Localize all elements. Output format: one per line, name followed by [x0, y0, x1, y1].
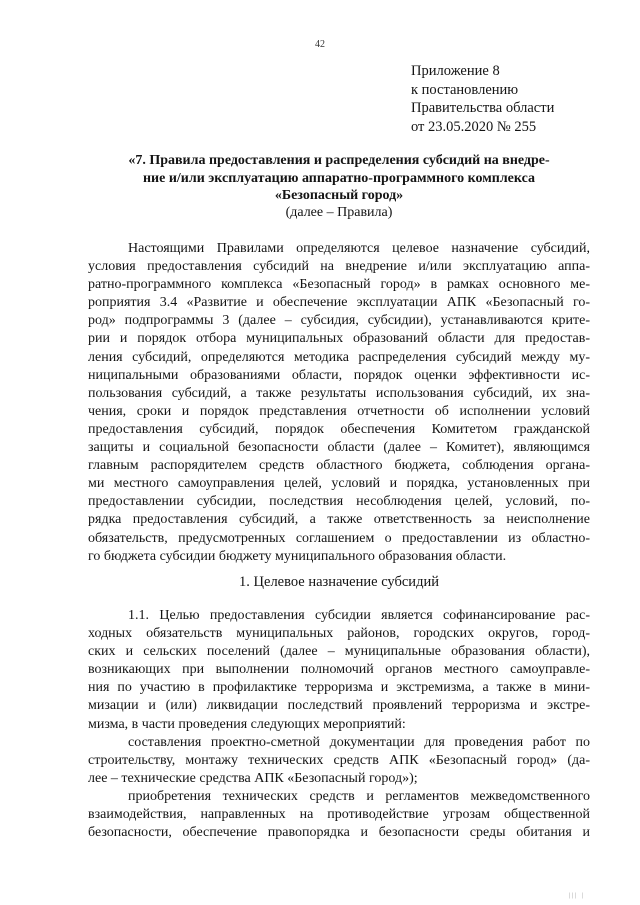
document-title [104, 152, 574, 205]
section-heading: 1. Целевое назначение субсидий [239, 574, 439, 590]
text-line: предоставлении субсидии, последствия несоблюдения целей, условий, по- [88, 494, 590, 510]
text-line: условия предоставления субсидий на внедрение и/или эксплуатацию аппа- [88, 259, 590, 275]
appendix-line: Приложение 8 [411, 63, 500, 79]
text-line: рядка предоставления субсидий, а также ответственность за неисполнение [88, 512, 590, 528]
text-line: ских и сельских поселений (далее – муниципальные образования области), [88, 644, 590, 660]
text-line: составления проектно-сметной документации для проведения работ по [128, 734, 590, 750]
text-line: род» подпрограммы 3 (далее – субсидия, субсидии), устанавливаются крите- [88, 313, 590, 329]
appendix-line: к постановлению [411, 81, 519, 98]
text-line: обязательств, предусмотренных соглашением о предоставлении из областно- [88, 530, 590, 546]
text-line: чения, сроки и порядок представления отчетности об исполнении условий [88, 403, 590, 419]
appendix-line: от 23.05.2020 № 255 [411, 118, 537, 135]
text-line: мизации и (или) ликвидации последствий проявлений терроризма и экстре- [88, 698, 590, 714]
text-line: безопасности, обеспечение правопорядка и безопасности среды обитания и [88, 825, 590, 841]
text-line: ниципальными образованиями области, порядок оценки эффективности ис- [88, 367, 590, 383]
text-line: ния по участию в профилактике терроризма и экстремизма, а также в мини- [88, 680, 590, 696]
text-line: защиты и социальной безопасности области (далее – Комитет), являющимся [88, 440, 590, 456]
appendix-reference [411, 62, 621, 136]
intro-paragraph [88, 240, 590, 566]
text-line: взаимодействия, направленных на противодействие угрозам общественной [88, 807, 590, 823]
section-1-text [88, 607, 590, 842]
scan-artifact: ||| | [568, 893, 585, 899]
text-line: возникающих при выполнении полномочий органов местного самоуправле- [88, 662, 590, 678]
text-line: Настоящими Правилами определяются целевое назначение субсидий, [128, 241, 590, 256]
text-line: строительству, монтажу технических средств АПК «Безопасный город» (да- [88, 752, 590, 768]
appendix-line: Правительства области [411, 100, 555, 116]
text-line: лее – технические средства АПК «Безопасный город»); [88, 770, 418, 786]
text-line: приобретения технических средств и регламентов межведомственного [128, 788, 590, 804]
title-line: «Безопасный город» [274, 188, 404, 203]
document-subtitle: (далее – Правила) [285, 205, 393, 220]
text-line: рии и порядок отбора муниципальных образований области для предостав- [88, 331, 590, 347]
text-line: роприятия 3.4 «Развитие и обеспечение эксплуатации АПК «Безопасный го- [88, 295, 590, 311]
title-line: «7. Правила предоставления и распределения субсидий на внедре- [128, 153, 550, 168]
text-line: пользования субсидий, а также результаты использования субсидий, их зна- [88, 385, 590, 401]
text-line: предоставления субсидий, порядок обеспечения Комитетом гражданской [88, 421, 590, 437]
text-line: ратно-программного комплекса «Безопасный город» в рамках основного ме- [88, 277, 590, 293]
text-line: го бюджета субсидии бюджету муниципального образования области. [88, 548, 507, 564]
text-line: ления субсидий, определяются методика распределения субсидий между му- [88, 349, 590, 365]
text-line: главным распорядителем средств областного бюджета, соблюдения органа- [88, 458, 590, 474]
text-line: ходных обязательств муниципальных районов, городских округов, город- [88, 626, 590, 642]
text-line: 1.1. Целью предоставления субсидии является софинансирование рас- [128, 608, 590, 623]
text-line: мизма, в части проведения следующих мероприятий: [88, 716, 406, 732]
text-line: ми местного самоуправления целей, условий и порядка, установленных при [88, 476, 590, 492]
page-number: 42 [315, 39, 325, 50]
title-line: ние и/или эксплуатацию аппаратно-программного комплекса [142, 170, 536, 186]
